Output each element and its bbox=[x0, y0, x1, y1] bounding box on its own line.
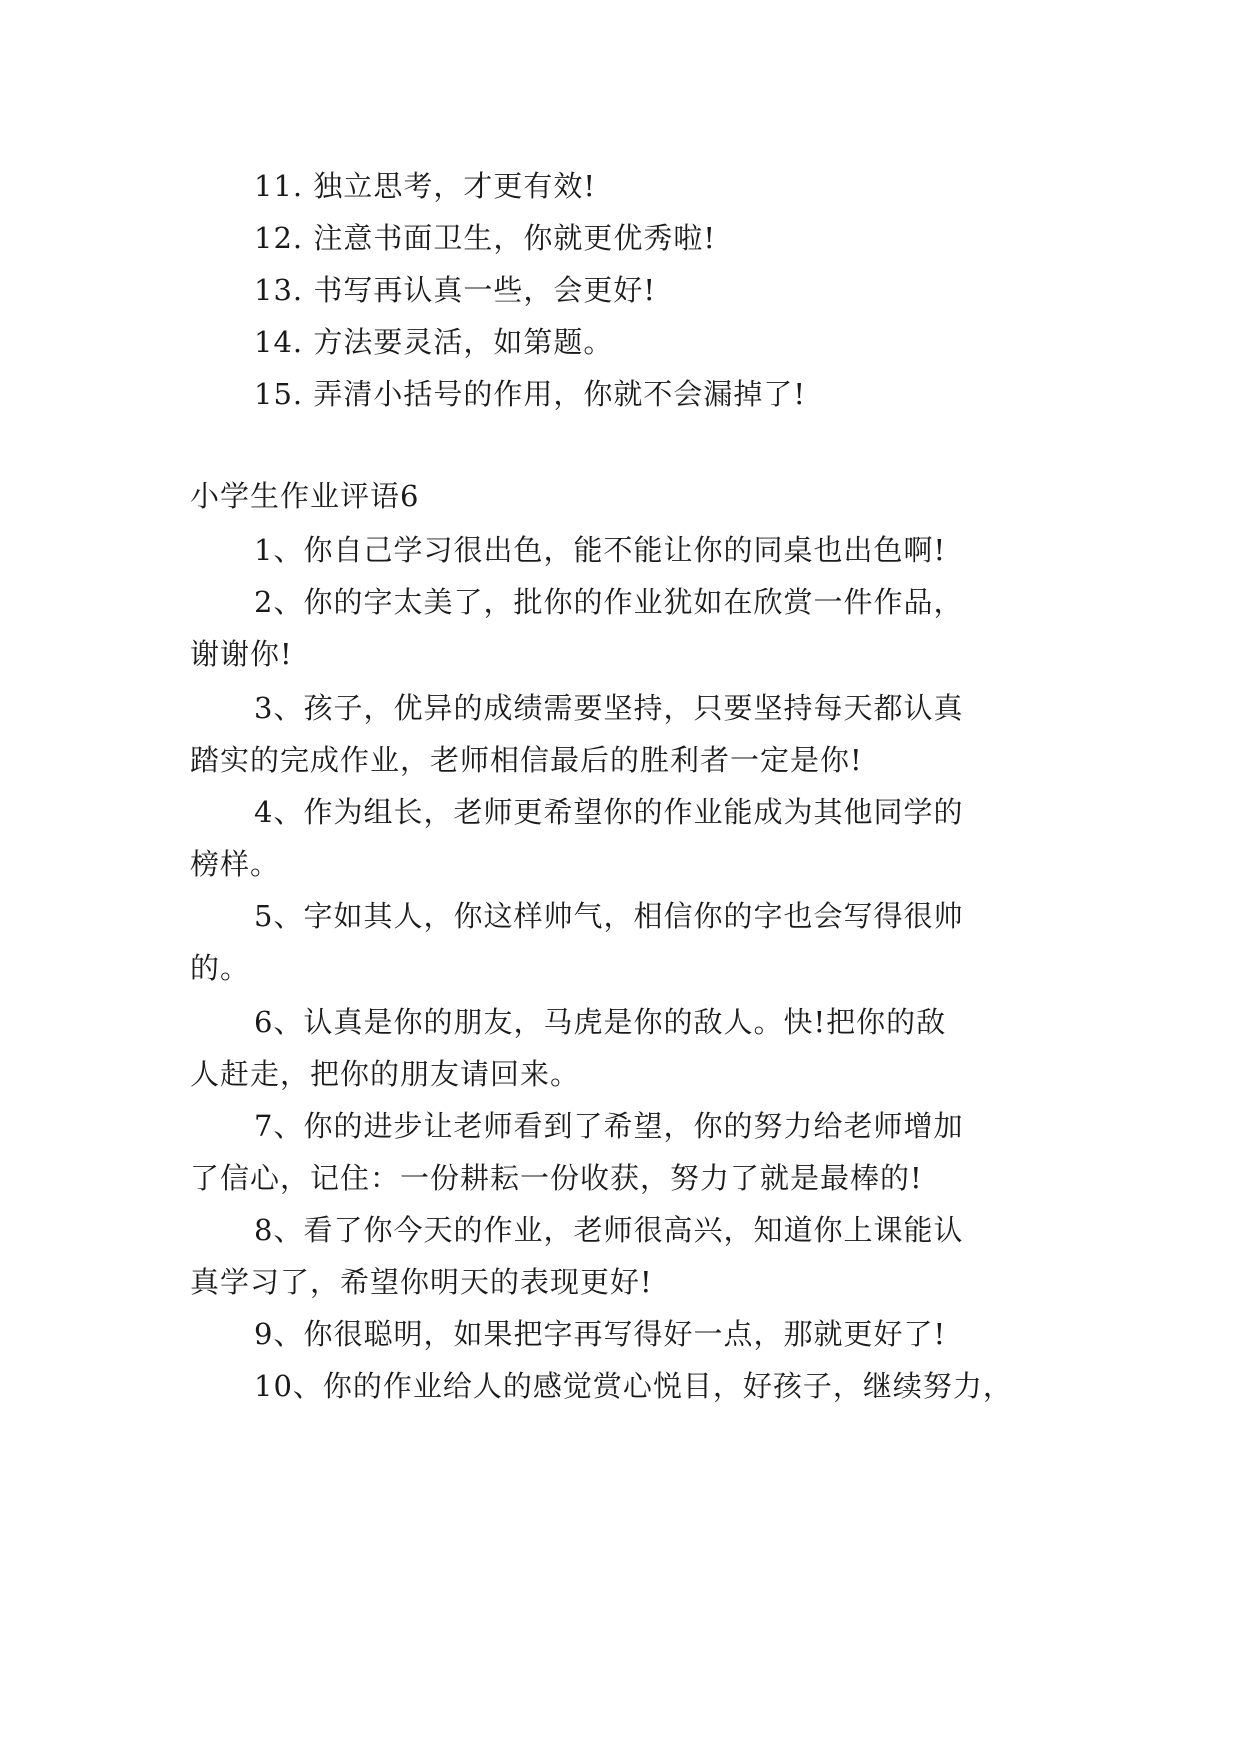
comment-line: 人赶走，把你的朋友请回来。 bbox=[190, 1057, 581, 1091]
comment-line: 谢谢你! bbox=[190, 637, 293, 671]
comment-line: 3、孩子，优异的成绩需要坚持，只要坚持每天都认真 bbox=[254, 691, 964, 725]
list-item: 13. 书写再认真一些，会更好! bbox=[254, 273, 656, 307]
comment-line: 真学习了，希望你明天的表现更好! bbox=[190, 1265, 653, 1299]
section-heading: 小学生作业评语6 bbox=[190, 479, 420, 513]
comment-line: 9、你很聪明，如果把字再写得好一点，那就更好了! bbox=[254, 1317, 947, 1351]
comment-line: 榜样。 bbox=[190, 847, 281, 881]
comment-line: 1、你自己学习很出色，能不能让你的同桌也出色啊! bbox=[254, 533, 947, 567]
comment-line: 6、认真是你的朋友，马虎是你的敌人。快!把你的敌 bbox=[254, 1005, 947, 1039]
list-item: 15. 弄清小括号的作用，你就不会漏掉了! bbox=[254, 377, 806, 411]
comment-line: 5、字如其人，你这样帅气，相信你的字也会写得很帅 bbox=[254, 899, 964, 933]
list-item: 11. 独立思考，才更有效! bbox=[254, 169, 596, 203]
comment-line: 10、你的作业给人的感觉赏心悦目，好孩子，继续努力， bbox=[254, 1369, 1013, 1403]
list-item: 12. 注意书面卫生，你就更优秀啦! bbox=[254, 221, 716, 255]
comment-line: 2、你的字太美了，批你的作业犹如在欣赏一件作品， bbox=[254, 585, 964, 619]
comment-line: 了信心，记住：一份耕耘一份收获，努力了就是最棒的! bbox=[190, 1161, 923, 1195]
list-item: 14. 方法要灵活，如第题。 bbox=[254, 325, 614, 359]
comment-line: 踏实的完成作业，老师相信最后的胜利者一定是你! bbox=[190, 743, 863, 777]
comment-line: 4、作为组长，老师更希望你的作业能成为其他同学的 bbox=[254, 795, 964, 829]
comment-line: 7、你的进步让老师看到了希望，你的努力给老师增加 bbox=[254, 1109, 964, 1143]
comment-line: 的。 bbox=[190, 951, 251, 985]
comment-line: 8、看了你今天的作业，老师很高兴，知道你上课能认 bbox=[254, 1213, 964, 1247]
